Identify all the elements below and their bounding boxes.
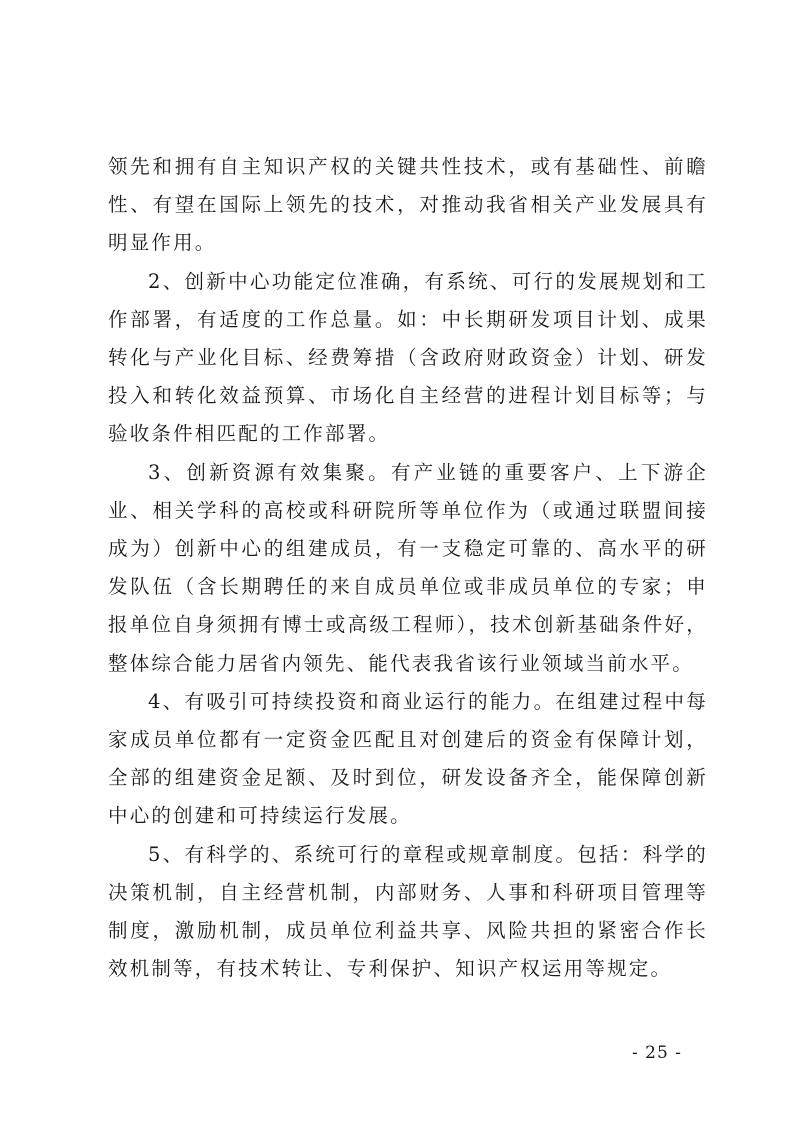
document-body xyxy=(108,148,708,988)
paragraph-item-4: 4、有吸引可持续投资和商业运行的能力。在组建过程中每家成员单位都有一定资金匹配且对创建后的资金有保障计划，全部的组建资金足额、及时到位，研发设备齐全，能保障创新中心的创建和可持续运行发展。 xyxy=(108,689,708,828)
paragraph-item-3: 3、创新资源有效集聚。有产业链的重要客户、上下游企业、相关学科的高校或科研院所等单位作为（或通过联盟间接成为）创新中心的组建成员，有一支稳定可靠的、高水平的研发队伍（含长期聘任的来自成员单位或非成员单位的专家；申报单位自身须拥有博士或高级工程师），技术创新基础条件好，整体综合能力居省内领先、能代表我省该行业领域当前水平。 xyxy=(108,460,708,675)
paragraph-continuation: 领先和拥有自主知识产权的关键共性技术，或有基础性、前瞻性、有望在国际上领先的技术，对推动我省相关产业发展具有明显作用。 xyxy=(108,155,708,255)
paragraph-item-5: 5、有科学的、系统可行的章程或规章制度。包括：科学的决策机制，自主经营机制，内部财务、人事和科研项目管理等制度，激励机制，成员单位利益共享、风险共担的紧密合作长效机制等，有技术转让、专利保护、知识产权运用等规定。 xyxy=(108,842,708,981)
page-number: - 25 - xyxy=(632,1043,682,1063)
paragraph-item-2: 2、创新中心功能定位准确，有系统、可行的发展规划和工作部署，有适度的工作总量。如：中长期研发项目计划、成果转化与产业化目标、经费筹措（含政府财政资金）计划、研发投入和转化效益预算、市场化自主经营的进程计划目标等；与验收条件相匹配的工作部署。 xyxy=(108,269,708,446)
